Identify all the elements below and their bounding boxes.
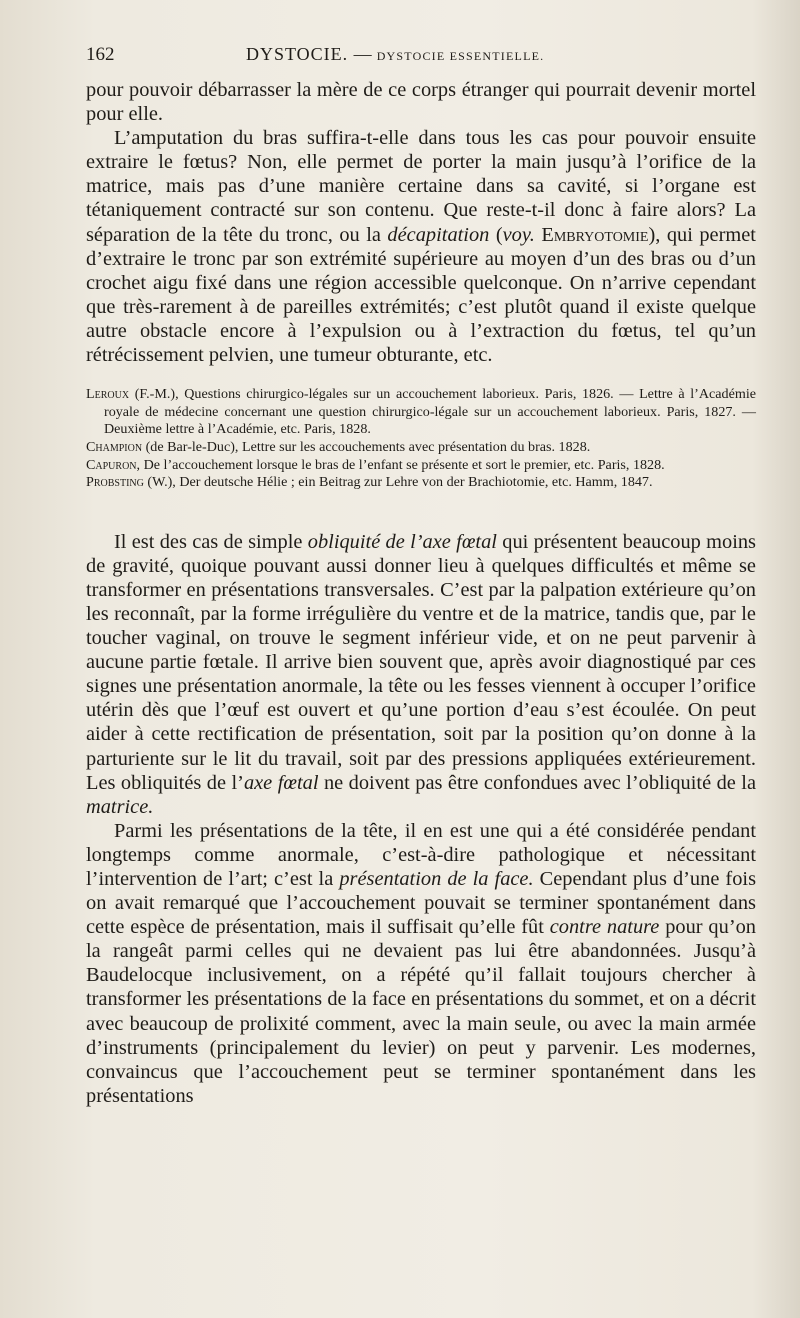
bib-text: (F.-M.), Questions chirurgico-légales sur un accouchement laborieux. Paris, 1826. — Lettre à l’Académie royale de médecine concernant une question chirurgico-légale sur un accouchement laborieux. Paris, 1827. — Deuxième lettre à l’Académie, etc. Paris, 1828. <box>104 386 756 438</box>
paragraph-face <box>86 819 756 1108</box>
bib-author: Champion <box>86 438 143 455</box>
emphasis-decapitation: décapitation <box>387 223 490 246</box>
bib-text: (de Bar-le-Duc), Lettre sur les accouchements avec présentation du bras. 1828. <box>145 438 591 455</box>
emphasis-axe-foetal: axe fœtal <box>243 771 319 794</box>
running-subhead: DYSTOCIE ESSENTIELLE. <box>376 49 545 63</box>
bib-text: , De l’accouchement lorsque le bras de l’enfant se présente et sort le premier, etc. Paris, 1828. <box>136 456 665 473</box>
text-run: Il est des cas de simple <box>114 530 303 553</box>
text-run: Cependant plus d’une fois on avait remarqué que l’accouchement pouvait se terminer spontanément dans cette espèce de présentation, mais il suffisait qu’elle fût <box>86 868 757 939</box>
text-run: pour qu’on la rangeât parmi celles qui ne devaient pas lui être abandonnées. Jusqu’à Baudelocque inclusivement, on a répété qu’il fallait toujours chercher à transformer les présentations de la face en présentations du sommet, et on a décrit avec beaucoup de prolixité comment, avec la main seule, ou avec la main armée d’instruments (principalement du levier) on peut y parvenir. Les modernes, convaincus que l’accouchement peut se terminer spontanément dans les présentations <box>86 916 756 1107</box>
text-run: Parmi les présentations de la tête, il en est une qui a été considérée pendant longtemps comme anormale, c’est-à-dire pathologique et nécessitant l’intervention de l’art; c’est la <box>86 819 756 890</box>
text-run: L’amputation du bras suffira-t-elle dans tous les cas pour pouvoir ensuite extraire le fœtus? Non, elle permet de porter la main jusqu’à l’orifice de la matrice, mais pas d’une manière certaine dans sa cavité, si l’organe est tétaniquement contracté sur son contenu. Que reste-t-il donc à faire alors? La séparation de la tête du tronc, ou la <box>86 127 756 246</box>
emphasis-presentation-face: présentation de la face. <box>339 868 534 890</box>
paragraph-continued: pour pouvoir débarrasser la mère de ce corps étranger qui pourrait devenir mortel pour elle. <box>86 79 756 126</box>
page-number: 162 <box>86 44 115 65</box>
paragraph-obliquite <box>86 530 756 819</box>
cross-reference-embryotomie: Embryotomie <box>541 223 649 246</box>
emphasis-contre-nature: contre nature <box>549 916 660 939</box>
emphasis-obliquite: obliquité de l’axe fœtal <box>307 530 497 553</box>
bibliography-entry <box>86 474 756 492</box>
bib-author: Capuron <box>86 456 137 473</box>
bib-text: (W.), Der deutsche Hélie ; ein Beitrag zur Lehre von der Brachiotomie, etc. Hamm, 1847. <box>147 474 653 491</box>
bibliography-entry <box>86 386 756 439</box>
bibliography <box>86 386 756 492</box>
text-run: qui présentent beaucoup moins de gravité, quoique pouvant aussi donner lieu à quelques difficultés et même se transformer en présentations transversales. C’est par la palpation extérieure qu’on les reconnaît, par la forme irrégulière du ventre et de la matrice, tandis que, par le toucher vaginal, on trouve le segment inférieur vide, et on ne peut parvenir à aucune partie fœtale. Il arrive bien souvent que, après avoir diagnostiqué par ces signes une présentation anormale, la tête ou les fesses viennent à occuper l’orifice utérin dès que l’œuf est ouvert et qu’une portion d’eau s’est écoulée. On peut aider à cette rectification de présentation, soit par la position qu’on donne à la parturiente sur le lit du travail, soit par des pressions appliquées extérieurement. Les obliquités de l’ <box>86 530 756 794</box>
emphasis-matrice: matrice. <box>86 795 154 818</box>
emphasis-voy: voy. <box>502 223 535 246</box>
text-run: ne doivent pas être confondues avec l’obliquité de la <box>323 771 756 794</box>
text-run: ( <box>495 223 503 246</box>
page-header <box>86 44 756 78</box>
bib-author: Probsting <box>86 474 144 491</box>
bibliography-entry <box>86 457 756 475</box>
main-text <box>86 78 756 367</box>
bibliography-entry <box>86 439 756 457</box>
paragraph-amputation <box>86 126 756 367</box>
text-run: ), qui permet d’extraire le tronc par son extrémité supérieure au moyen d’un des bras ou d’un crochet aigu fixé dans une région accessible quelconque. On n’arrive cependant que très-rarement à de pareilles extrémités; c’est plutôt quand il existe quelque autre obstacle encore à l’expulsion ou à l’extraction du fœtus, tel qu’un rétrécissement pelvien, une tumeur obturante, etc. <box>86 223 756 367</box>
section-obliquite <box>86 530 756 1108</box>
running-head: DYSTOCIE. — <box>246 44 373 64</box>
bib-author: Leroux <box>86 386 130 403</box>
